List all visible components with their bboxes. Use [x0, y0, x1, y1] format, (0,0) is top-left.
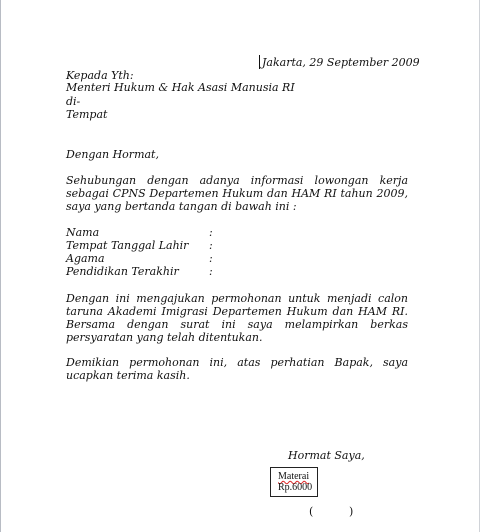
field-colon-ttl: : — [209, 239, 213, 252]
page-border-left — [0, 0, 1, 532]
field-colon-nama: : — [209, 226, 213, 239]
intro-line-1: Sehubungan dengan adanya informasi lowongan kerja — [66, 174, 408, 187]
signature-paren-close: ) — [349, 505, 354, 518]
recipient-line-3: di- — [66, 95, 81, 108]
field-label-agama: Agama — [66, 252, 105, 265]
intro-line-2: sebagai CPNS Departemen Hukum dan HAM RI tahun 2009, — [66, 187, 408, 200]
intro-line-3: saya yang bertanda tangan di bawah ini : — [66, 200, 297, 213]
recipient-line-1: Kepada Yth: — [66, 69, 134, 82]
body-line-3: Bersama dengan surat ini saya melampirkan berkas — [66, 318, 408, 331]
body-line-1: Dengan ini mengajukan permohonan untuk menjadi calon — [66, 292, 408, 305]
recipient-line-4: Tempat — [66, 108, 108, 121]
field-label-nama: Nama — [66, 226, 100, 239]
closing: Hormat Saya, — [288, 449, 365, 462]
closing-para-line-2: ucapkan terima kasih. — [66, 369, 190, 382]
body-line-4: persyaratan yang telah ditentukan. — [66, 331, 263, 344]
stamp-value: Rp.6000 — [278, 482, 313, 493]
body-line-2: taruna Akademi Imigrasi Departemen Hukum dan HAM RI. — [66, 305, 408, 318]
salutation: Dengan Hormat, — [66, 148, 159, 161]
field-colon-agama: : — [209, 252, 213, 265]
field-label-ttl: Tempat Tanggal Lahir — [66, 239, 189, 252]
stamp-box — [270, 467, 318, 497]
closing-para-line-1: Demikian permohonan ini, atas perhatian Bapak, saya — [66, 356, 408, 369]
field-colon-pendidikan: : — [209, 265, 213, 278]
text-cursor — [259, 55, 260, 69]
stamp-label: Materai — [278, 471, 310, 482]
recipient-line-2: Menteri Hukum & Hak Asasi Manusia RI — [66, 81, 295, 94]
letter-date: Jakarta, 29 September 2009 — [262, 56, 420, 69]
signature-paren-open: ( — [309, 505, 314, 518]
field-label-pendidikan: Pendidikan Terakhir — [66, 265, 179, 278]
